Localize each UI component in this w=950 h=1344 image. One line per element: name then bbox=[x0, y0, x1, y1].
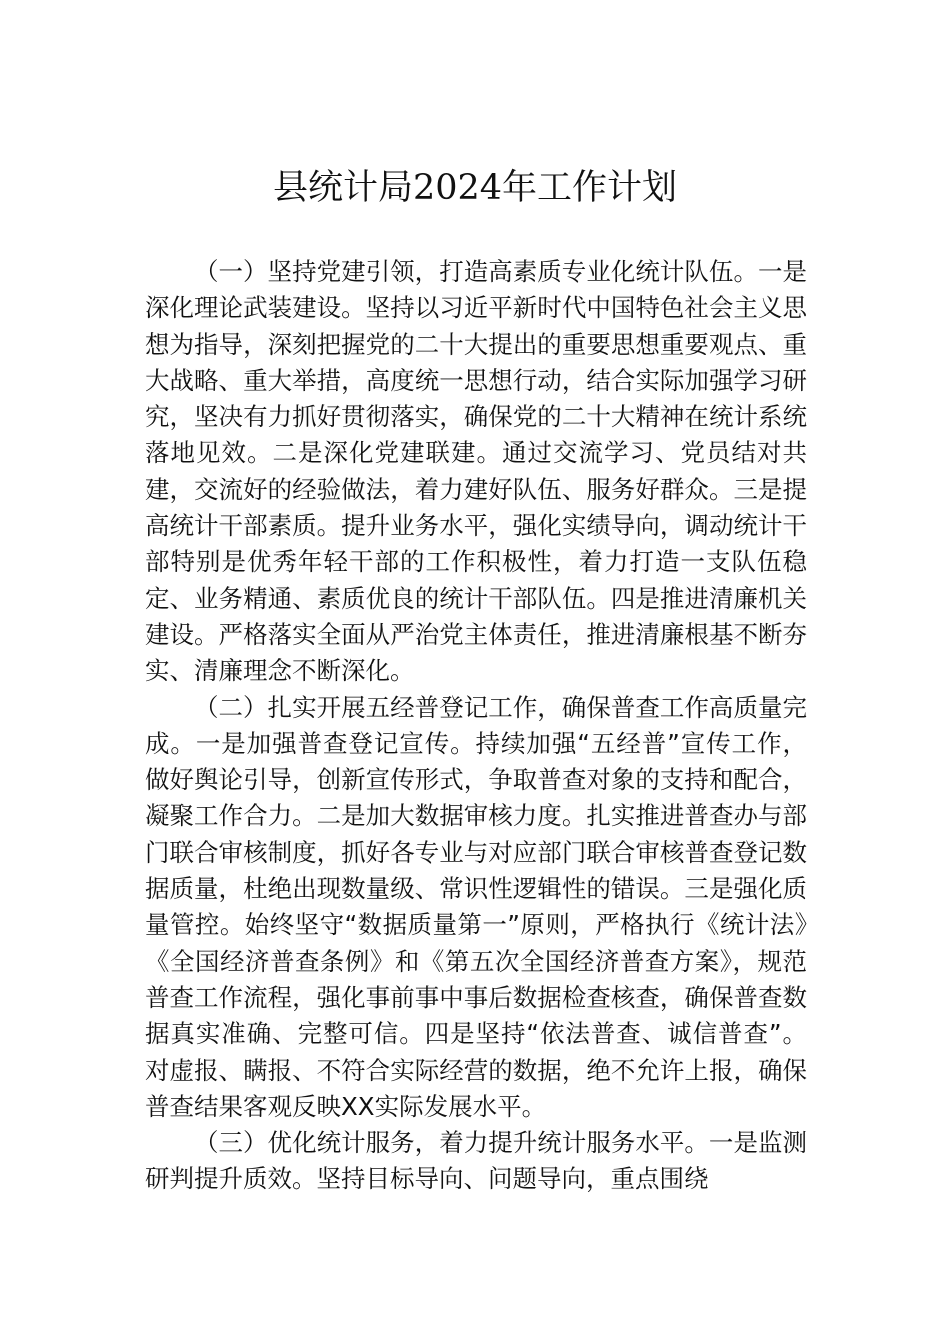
paragraph-economic-census: （二）扎实开展五经普登记工作，确保普查工作高质量完成。一是加强普查登记宣传。持续加强“五经普”宣传工作，做好舆论引导，创新宣传形式，争取普查对象的支持和配合，凝聚工作合力。二是加大数据审核力度。扎实推进普查办与部门联合审核制度，抓好各专业与对应部门联合审核普查登记数据质量，杜绝出现数量级、常识性逻辑性的错误。三是强化质量管控。始终坚守“数据质量第一”原则，严格执行《统计法》《全国经济普查条例》和《第五次全国经济普查方案》，规范普查工作流程，强化事前事中事后数据检查核查，确保普查数据真实准确、完整可信。四是坚持“依法普查、诚信普查”。对虚报、瞒报、不符合实际经营的数据，绝不允许上报，确保普查结果客观反映XX实际发展水平。 bbox=[145, 692, 807, 1121]
document-body bbox=[145, 254, 807, 1198]
document-title: 县统计局2024年工作计划 bbox=[272, 168, 678, 208]
paragraph-party-building: （一）坚持党建引领，打造高素质专业化统计队伍。一是深化理论武装建设。坚持以习近平新时代中国特色社会主义思想为指导，深刻把握党的二十大提出的重要思想重要观点、重大战略、重大举措，高度统一思想行动，结合实际加强学习研究，坚决有力抓好贯彻落实，确保党的二十大精神在统计系统落地见效。二是深化党建联建。通过交流学习、党员结对共建，交流好的经验做法，着力建好队伍、服务好群众。三是提高统计干部素质。提升业务水平，强化实绩导向，调动统计干部特别是优秀年轻干部的工作积极性，着力打造一支队伍稳定、业务精通、素质优良的统计干部队伍。四是推进清廉机关建设。严格落实全面从严治党主体责任，推进清廉根基不断夯实、清廉理念不断深化。 bbox=[145, 257, 807, 686]
paragraph-statistical-service: （三）优化统计服务，着力提升统计服务水平。一是监测研判提升质效。坚持目标导向、问题导向，重点围绕 bbox=[145, 1128, 807, 1194]
